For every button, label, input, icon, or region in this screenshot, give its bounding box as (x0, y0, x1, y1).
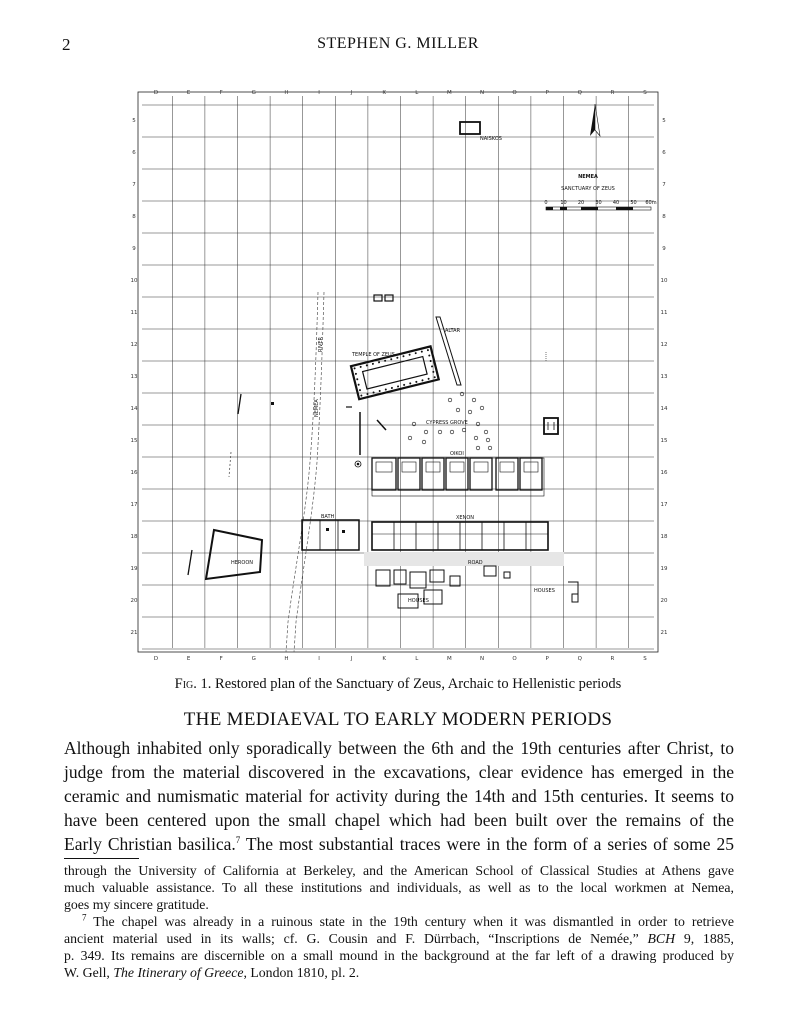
grid-row-label: 15 (660, 438, 668, 444)
grid-row-label: 10 (130, 278, 138, 284)
label-bath: BATH (321, 514, 335, 520)
grid-column-label: K (382, 656, 387, 662)
section-heading: THE MEDIAEVAL TO EARLY MODERN PERIODS (183, 709, 613, 730)
grid-row-label: 11 (130, 310, 138, 316)
body-line: Although inhabited only sporadically between the 6th and the 19th centuries after Christ, to (64, 738, 734, 758)
grid-row-label: 13 (130, 374, 138, 380)
footnote-line: much valuable assistance. To all these institutions and individuals, as well as to the local workmen at Nemea, (64, 880, 734, 895)
label-river: RIVER (318, 336, 324, 352)
grid-row-label: 14 (130, 406, 138, 412)
footnote-rule (64, 858, 139, 859)
caption-text: Restored plan of the Sanctuary of Zeus, Archaic to Hellenistic periods (215, 676, 622, 692)
scale-bar-label: 20 (577, 200, 585, 206)
running-head: STEPHEN G. MILLER (317, 35, 479, 52)
grid-column-label: P (545, 656, 549, 662)
body-text-fragment: The most substantial traces were in the form of a series of some 25 (240, 834, 734, 854)
grid-row-label: 19 (130, 566, 138, 572)
grid-row-label: 7 (662, 182, 666, 188)
grid-row-label: 19 (660, 566, 668, 572)
grid-column-label: G (251, 656, 256, 662)
grid-column-label: M (447, 90, 452, 96)
body-paragraph (64, 736, 734, 856)
grid-row-label: 17 (660, 502, 668, 508)
grid-column-label: D (153, 90, 159, 96)
caption-label: Fig. 1. (174, 676, 212, 692)
grid-column-label: P (545, 90, 549, 96)
footnote-reference[interactable]: 7 (235, 835, 241, 846)
figure-caption (0, 676, 796, 693)
footnote-text: , London 1810, pl. 2. (243, 965, 360, 980)
grid-column-label: O (512, 90, 517, 96)
label-heroon: HEROON (231, 560, 254, 566)
grid-row-label: 5 (662, 118, 666, 124)
body-line: ceramic and numismatic material for activity during the 14th and 15th centuries. It seems to (64, 786, 734, 806)
grid-row-label: 14 (660, 406, 668, 412)
grid-row-label: 20 (130, 598, 138, 604)
grid-column-label: Q (577, 90, 582, 96)
grid-column-label: I (318, 90, 320, 96)
footnote-7 (64, 913, 734, 930)
grid-column-label: N (479, 90, 485, 96)
map-subtitle: SANCTUARY OF ZEUS (561, 186, 615, 192)
grid-column-label: L (415, 90, 419, 96)
grid-row-label: 12 (130, 342, 138, 348)
scale-bar-label: 0 (544, 200, 548, 206)
road (364, 552, 564, 566)
footnote-line: through the University of California at Berkeley, and the American School of Classical Studies at Athens gave (64, 863, 734, 878)
grid-column-label: L (415, 656, 419, 662)
grid-column-label: D (153, 656, 159, 662)
grid-column-label: R (610, 656, 615, 662)
grid-row-label: 10 (660, 278, 668, 284)
grid-row-label: 9 (132, 246, 136, 252)
body-line (64, 832, 734, 856)
grid-column-label: M (447, 656, 452, 662)
grid-row-label: 6 (662, 150, 666, 156)
grid-column-label: J (350, 656, 353, 662)
grid-row-label: 8 (132, 214, 136, 220)
scale-bar-label: 60m (645, 200, 657, 206)
grid-column-label: Q (577, 656, 582, 662)
grid-column-label: E (186, 656, 191, 662)
footnote-line (64, 930, 734, 947)
scale-bar-label: 30 (595, 200, 602, 206)
grid-row-label: 16 (130, 470, 138, 476)
label-houses-1: HOUSES (408, 598, 429, 604)
label-houses-2: HOUSES (534, 588, 555, 594)
footnote-text: ancient material used in its walls; cf. G. Cousin and F. Dürrbach, “Inscriptions de Nemée,” (64, 931, 648, 946)
grid-row-label: 11 (660, 310, 668, 316)
grid-row-label: 16 (660, 470, 668, 476)
grid-column-label: N (479, 656, 485, 662)
grid-column-label: S (643, 90, 647, 96)
grid-row-label: 18 (660, 534, 668, 540)
label-xenon: XENON (456, 515, 475, 521)
grid-column-label: K (382, 90, 387, 96)
grid-row-label: 17 (130, 502, 138, 508)
scale-bar-label: 40 (612, 200, 620, 206)
grid-row-label: 9 (662, 246, 666, 252)
label-road: ROAD (468, 560, 483, 566)
grid-column-label: R (610, 90, 615, 96)
journal-title: BCH (647, 931, 676, 946)
grid-row-label: 21 (130, 630, 138, 636)
label-temple: TEMPLE OF ZEUS (352, 352, 395, 358)
map-title: NEMEA (578, 174, 598, 180)
grid-column-label: G (251, 90, 256, 96)
body-line: have been centered upon the small chapel which had been built over the remains of the (64, 810, 734, 830)
page-number: 2 (62, 35, 71, 54)
label-nemea: NEMEA (314, 399, 320, 417)
site-plan (128, 82, 668, 662)
footnote-line: goes my sincere gratitude. (64, 897, 209, 912)
grid-row-label: 13 (660, 374, 668, 380)
label-altar: ALTAR (445, 328, 461, 334)
grid-column-label: J (350, 90, 353, 96)
grid-row-label: 5 (132, 118, 136, 124)
body-text-fragment: Early Christian basilica. (64, 834, 236, 854)
scale-bar-label: 10 (560, 200, 567, 206)
footnote-text: W. Gell, (64, 965, 114, 980)
grid-row-label: 21 (660, 630, 668, 636)
footnote-line: p. 349. Its remains are discernible on a small mound in the background at the far left of a drawing produced by (64, 948, 734, 963)
label-naiskos: NAISKOS (480, 136, 502, 142)
grid-row-label: 20 (660, 598, 668, 604)
grid-row-label: 18 (130, 534, 138, 540)
footnote-text: The chapel was already in a ruinous state in the 19th century when it was dismantled in order to retrieve (93, 914, 734, 929)
footnotes (64, 862, 734, 981)
grid-row-label: 7 (132, 182, 136, 188)
label-oikoi: OIKOI (450, 451, 464, 457)
book-title: The Itinerary of Greece (113, 965, 244, 980)
grid-column-label: E (186, 90, 191, 96)
footnote-line (64, 964, 734, 981)
grid-column-label: S (643, 656, 647, 662)
grid-row-label: 12 (660, 342, 668, 348)
grid-column-label: O (512, 656, 517, 662)
footnote-number: 7 (82, 912, 87, 923)
grid-row-label: 15 (130, 438, 138, 444)
scale-bar-label: 50 (630, 200, 637, 206)
grid-column-label: H (284, 656, 289, 662)
scale-bar (546, 207, 651, 210)
site-plan-figure (128, 82, 668, 662)
grid-column-label: I (318, 656, 320, 662)
grid-column-label: H (284, 90, 289, 96)
grid-column-label: F (219, 656, 223, 662)
body-line: judge from the material discovered in the excavations, clear evidence has emerged in the (64, 762, 734, 782)
grid-row-label: 8 (662, 214, 666, 220)
grid-column-label: F (219, 90, 223, 96)
label-cypress: CYPRESS GROVE (426, 420, 468, 426)
grid-row-label: 6 (132, 150, 136, 156)
footnote-text: 9, 1885, (675, 931, 734, 946)
